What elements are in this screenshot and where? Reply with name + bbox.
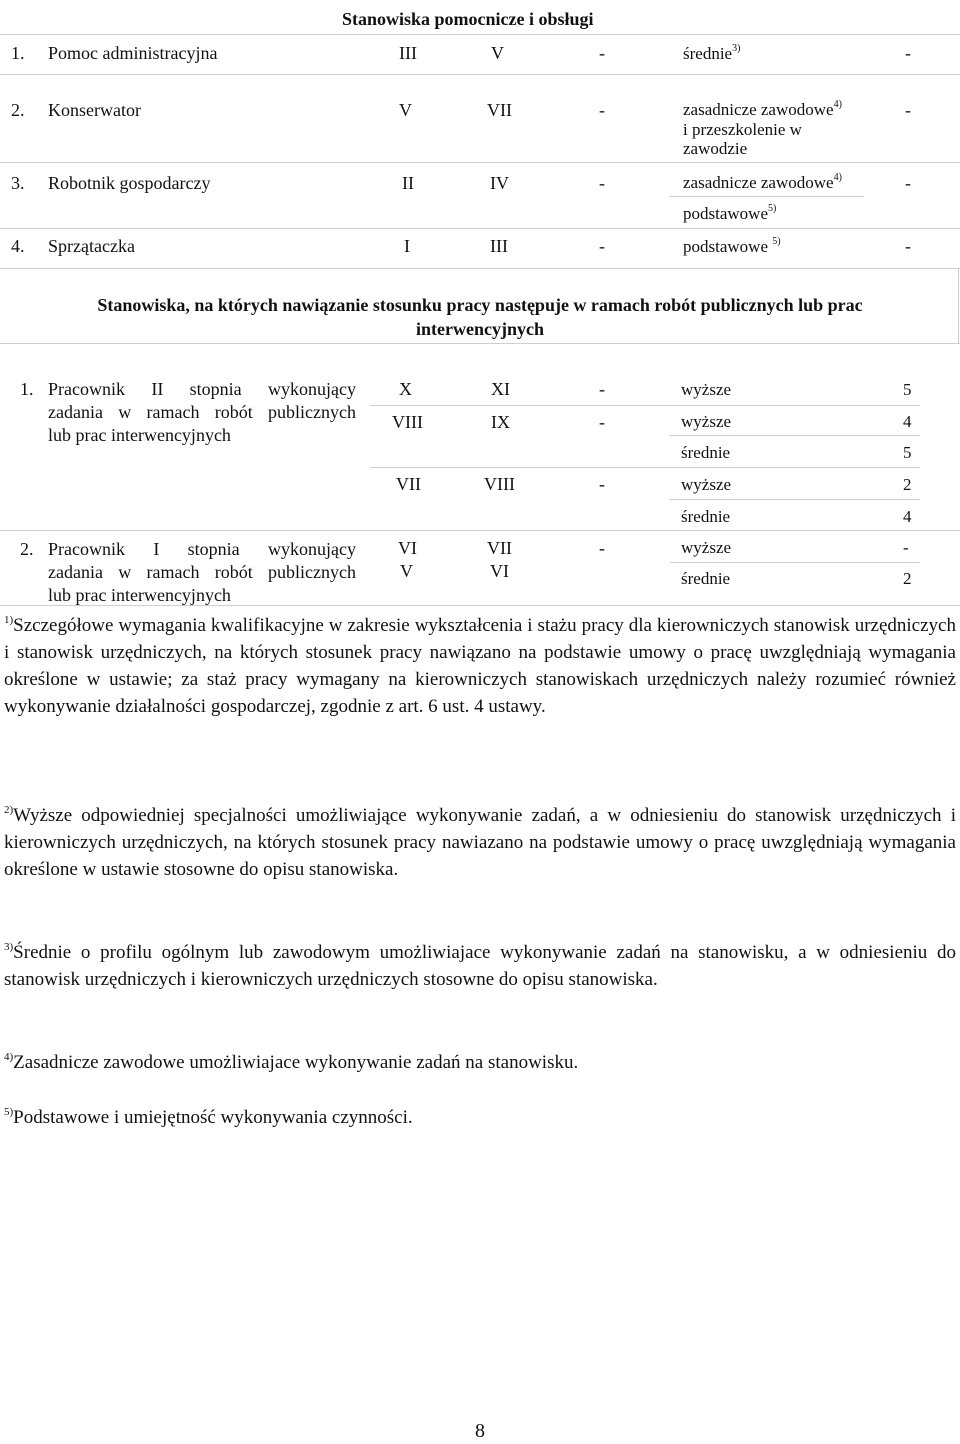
position-name-cont: zadania w ramach robót publicznych	[48, 562, 356, 582]
min-grade: V	[399, 100, 412, 120]
max-grade: IX	[491, 412, 510, 432]
education: podstawowe $^{5)}$	[683, 236, 781, 256]
experience-years: 2	[903, 569, 912, 588]
min-grade: VI	[398, 538, 417, 558]
footnote-marker: 2)	[4, 803, 14, 816]
experience: -	[905, 100, 911, 120]
education: średnie$^{3)}$	[683, 43, 741, 63]
table-rule	[0, 74, 960, 75]
row-number: 1.	[20, 379, 34, 399]
footnote-marker: 3)	[4, 940, 14, 953]
education: wyższe	[681, 412, 732, 431]
position-name-cont: zadania w ramach robót publicznych	[48, 402, 356, 422]
max-grade: XI	[491, 379, 510, 399]
table-rule	[0, 162, 960, 163]
row-number: 1.	[11, 43, 25, 63]
experience: -	[905, 173, 911, 193]
education: średnie	[681, 569, 731, 588]
position-name: Sprzątaczka	[48, 236, 135, 256]
table-rule	[370, 405, 920, 406]
footnote-4: $^{4)}$Zasadnicze zawodowe umożliwiajace wykonywanie zadań na stanowisku.	[4, 1050, 579, 1073]
education: wyższe	[681, 380, 732, 399]
col3-value: -	[599, 173, 605, 193]
min-grade: VIII	[392, 412, 423, 432]
experience-years: 2	[903, 475, 912, 494]
table-rule	[0, 343, 960, 344]
experience: -	[905, 236, 911, 256]
table-rule	[0, 605, 960, 606]
experience-years: 5	[903, 380, 912, 399]
table-rule	[0, 228, 960, 229]
table-rule	[0, 530, 960, 531]
row-number: 2.	[20, 539, 34, 559]
experience-years: 4	[903, 412, 912, 431]
education-alt: podstawowe$^{5)}$	[683, 203, 777, 223]
footnote-marker: 1)	[4, 613, 14, 626]
footnote-marker: 4)	[4, 1050, 14, 1063]
table-rule	[0, 268, 960, 269]
position-name: Pomoc administracyjna	[48, 43, 218, 63]
education: wyższe	[681, 475, 732, 494]
min-grade: X	[399, 379, 412, 399]
education: zasadnicze zawodowe$^{4)}$	[683, 172, 842, 192]
col3-value: -	[599, 474, 605, 494]
min-grade: II	[402, 173, 414, 193]
section2-heading-cont: interwencyjnych	[416, 319, 544, 339]
footnote-1: $^{1)}$Szczegółowe wymagania kwalifikacyjne w zakresie wykształcenia i stażu pracy dla kierowniczych stanowisk urzędniczych i stanowisk urzędniczych, na których stosunek pracy nawiązano na podstawie umowy o pracę uwzględniają wymagania określone w ustawie; za staż pracy wymagany na kierowniczych stanowiskach urzędniczych należy rozumieć również wykonywanie działalności gospodarczej, zgodnie z art. 6 ust. 4 ustawy.	[4, 613, 956, 717]
table-rule	[670, 196, 864, 197]
section1-heading: Stanowiska pomocnicze i obsługi	[342, 9, 594, 29]
table-rule	[0, 34, 960, 35]
education: zasadnicze zawodowe$^{4)}$	[683, 99, 842, 119]
col3-value: -	[599, 236, 605, 256]
experience-years: -	[903, 538, 909, 557]
table-rule	[370, 467, 920, 468]
position-name-cont: lub prac interwencyjnych	[48, 585, 231, 605]
row-number: 2.	[11, 100, 25, 120]
position-name: Robotnik gospodarczy	[48, 173, 211, 193]
max-grade: V	[491, 43, 504, 63]
col3-value: -	[599, 100, 605, 120]
education-line: i przeszkolenie w	[683, 120, 802, 139]
max-grade-alt: VI	[490, 561, 509, 581]
table-rule	[670, 435, 920, 436]
position-name: Pracownik I stopnia wykonujący	[48, 539, 356, 559]
min-grade: VII	[396, 474, 421, 494]
position-name: Pracownik II stopnia wykonujący	[48, 379, 356, 399]
max-grade: IV	[490, 173, 509, 193]
position-name: Konserwator	[48, 100, 141, 120]
footnote-marker: 5)	[4, 1105, 14, 1118]
experience-years: 4	[903, 507, 912, 526]
education: średnie	[681, 443, 731, 462]
row-number: 3.	[11, 173, 25, 193]
experience-years: 5	[903, 443, 912, 462]
position-name-cont: lub prac interwencyjnych	[48, 425, 231, 445]
education: wyższe	[681, 538, 732, 557]
table-rule	[670, 562, 920, 563]
section2-heading: Stanowiska, na których nawiązanie stosunku pracy następuje w ramach robót publicznych lub prac	[97, 295, 863, 315]
experience: -	[905, 43, 911, 63]
row-number: 4.	[11, 236, 25, 256]
max-grade: VII	[487, 100, 512, 120]
min-grade: III	[399, 43, 417, 63]
education: średnie	[681, 507, 731, 526]
col3-value: -	[599, 412, 605, 432]
footnote-5: $^{5)}$Podstawowe i umiejętność wykonywania czynności.	[4, 1105, 413, 1128]
col3-value: -	[599, 379, 605, 399]
min-grade: I	[404, 236, 410, 256]
table-rule	[670, 499, 920, 500]
min-grade-alt: V	[400, 561, 413, 581]
footnote-3: $^{3)}$Średnie o profilu ogólnym lub zawodowym umożliwiajace wykonywanie zadań na stanowisku, a w odniesieniu do stanowisk urzędniczych i kierowniczych urzędniczych stosowne do opisu stanowiska.	[4, 940, 956, 990]
max-grade: VIII	[484, 474, 515, 494]
col3-value: -	[599, 538, 605, 558]
education-line: zawodzie	[683, 139, 748, 158]
max-grade: III	[490, 236, 508, 256]
max-grade: VII	[487, 538, 512, 558]
col3-value: -	[599, 43, 605, 63]
footnote-2: $^{2)}$Wyższe odpowiedniej specjalności umożliwiające wykonywanie zadań, a w odniesieniu do stanowisk urzędniczych i kierowniczych urzędniczych, na których stosunek pracy nawiazano na podstawie umowy o pracę uwzględniają wymagania określone w ustawie stosowne do opisu stanowiska.	[4, 803, 956, 880]
page-number: 8	[475, 1420, 485, 1442]
